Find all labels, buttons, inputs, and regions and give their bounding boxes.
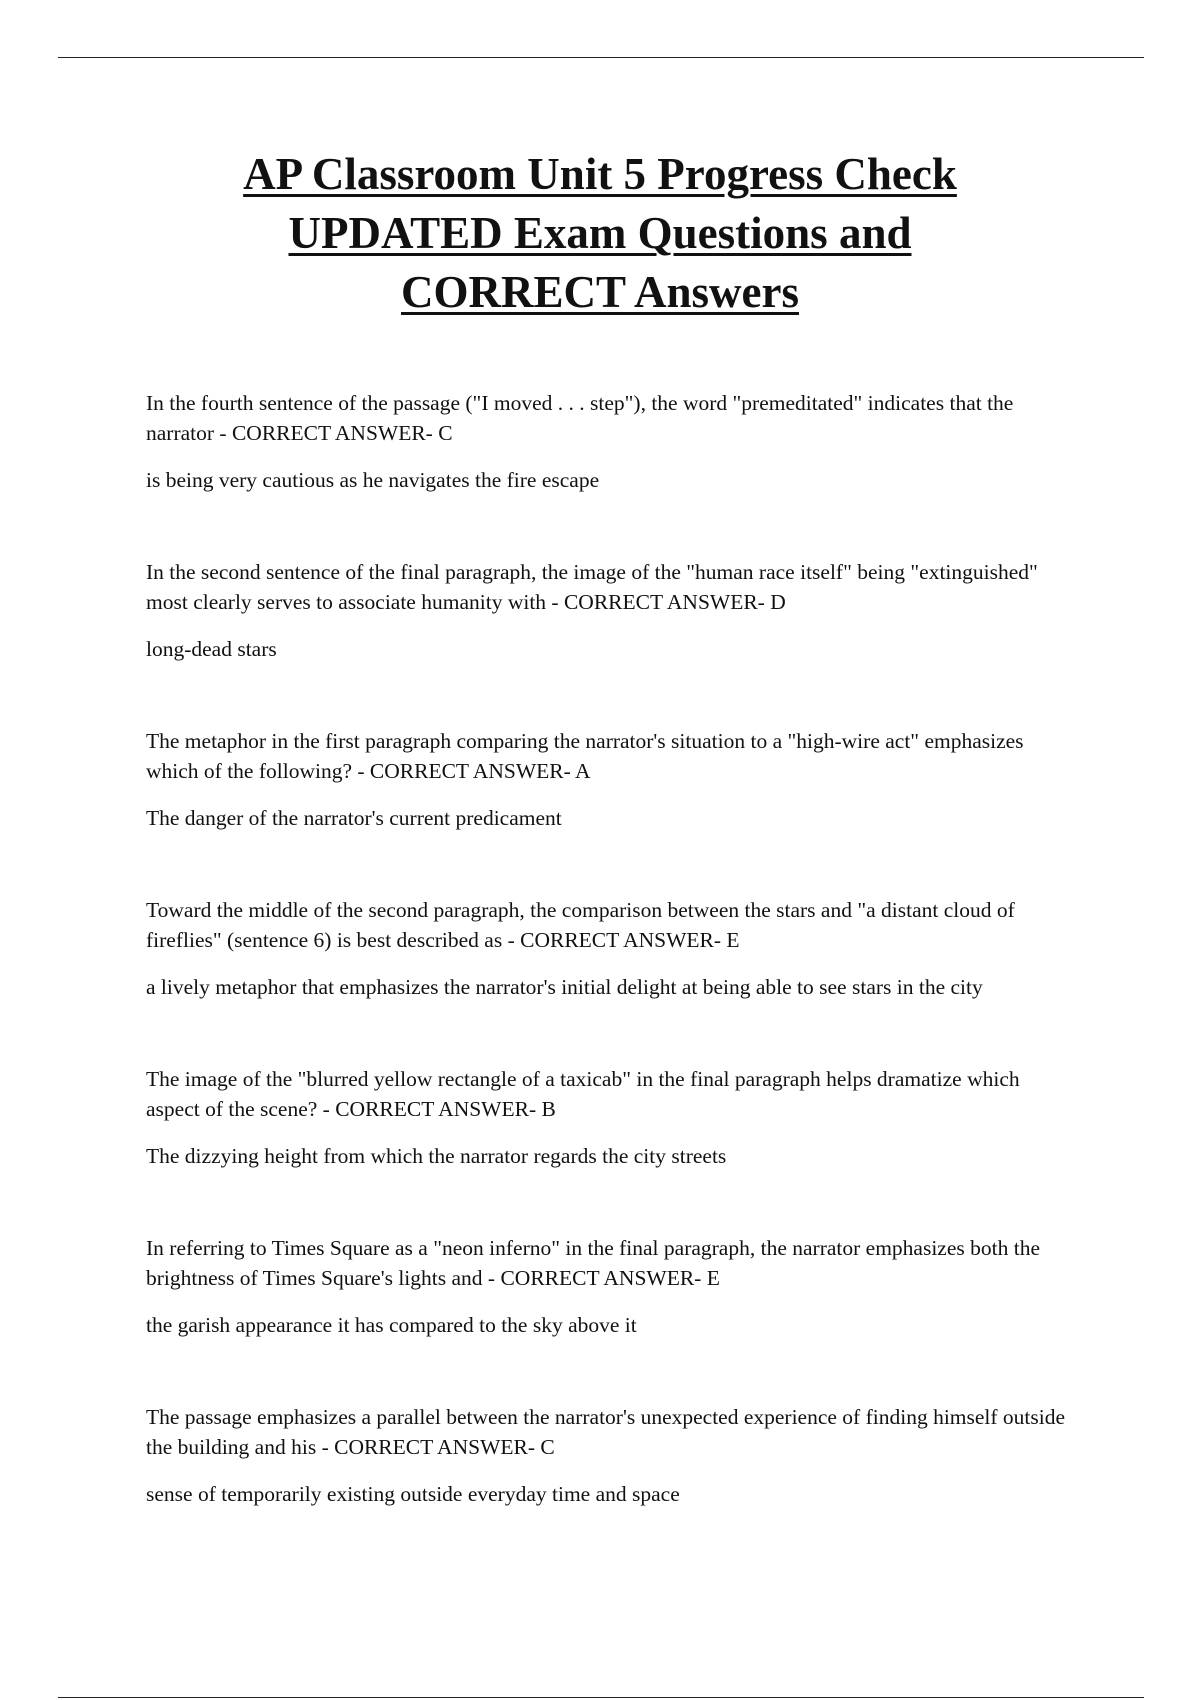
- question-answer-list: [146, 388, 1066, 1571]
- answer-text: the garish appearance it has compared to the sky above it: [146, 1313, 637, 1337]
- qa-item: [146, 1233, 1066, 1402]
- qa-item: [146, 1064, 1066, 1233]
- question-text: The passage emphasizes a parallel between the narrator's unexpected experience of finding himself outside the building and his - CORRECT ANSWER- C: [146, 1405, 1066, 1459]
- page-title: [100, 145, 1100, 322]
- title-line-1: AP Classroom Unit 5 Progress Check: [243, 149, 957, 199]
- answer-text: The dizzying height from which the narrator regards the city streets: [146, 1144, 727, 1168]
- question-text: In the fourth sentence of the passage ("I moved . . . step"), the word "premeditated" indicates that the narrator - CORRECT ANSWER- C: [146, 391, 1014, 445]
- question-text: The image of the "blurred yellow rectangle of a taxicab" in the final paragraph helps dramatize which aspect of the scene? - CORRECT ANSWER- B: [146, 1067, 1020, 1121]
- bottom-rule: [58, 1697, 1144, 1698]
- title-line-3: CORRECT Answers: [401, 267, 799, 317]
- top-rule: [58, 57, 1144, 58]
- qa-item: [146, 388, 1066, 557]
- qa-item: [146, 1402, 1066, 1571]
- title-line-2: UPDATED Exam Questions and: [288, 208, 912, 258]
- question-text: Toward the middle of the second paragraph, the comparison between the stars and "a distant cloud of fireflies" (sentence 6) is best described as - CORRECT ANSWER- E: [146, 898, 1015, 952]
- question-text: The metaphor in the first paragraph comparing the narrator's situation to a "high-wire act" emphasizes which of the following? - CORRECT ANSWER- A: [146, 729, 1024, 783]
- answer-text: a lively metaphor that emphasizes the narrator's initial delight at being able to see stars in the city: [146, 975, 983, 999]
- answer-text: The danger of the narrator's current predicament: [146, 806, 562, 830]
- qa-item: [146, 557, 1066, 726]
- answer-text: is being very cautious as he navigates the fire escape: [146, 468, 600, 492]
- qa-item: [146, 726, 1066, 895]
- answer-text: long-dead stars: [146, 637, 277, 661]
- question-text: In the second sentence of the final paragraph, the image of the "human race itself" being "extinguished" most clearly serves to associate humanity with - CORRECT ANSWER- D: [146, 560, 1038, 614]
- answer-text: sense of temporarily existing outside everyday time and space: [146, 1482, 680, 1506]
- qa-item: [146, 895, 1066, 1064]
- question-text: In referring to Times Square as a "neon inferno" in the final paragraph, the narrator emphasizes both the brightness of Times Square's lights and - CORRECT ANSWER- E: [146, 1236, 1040, 1290]
